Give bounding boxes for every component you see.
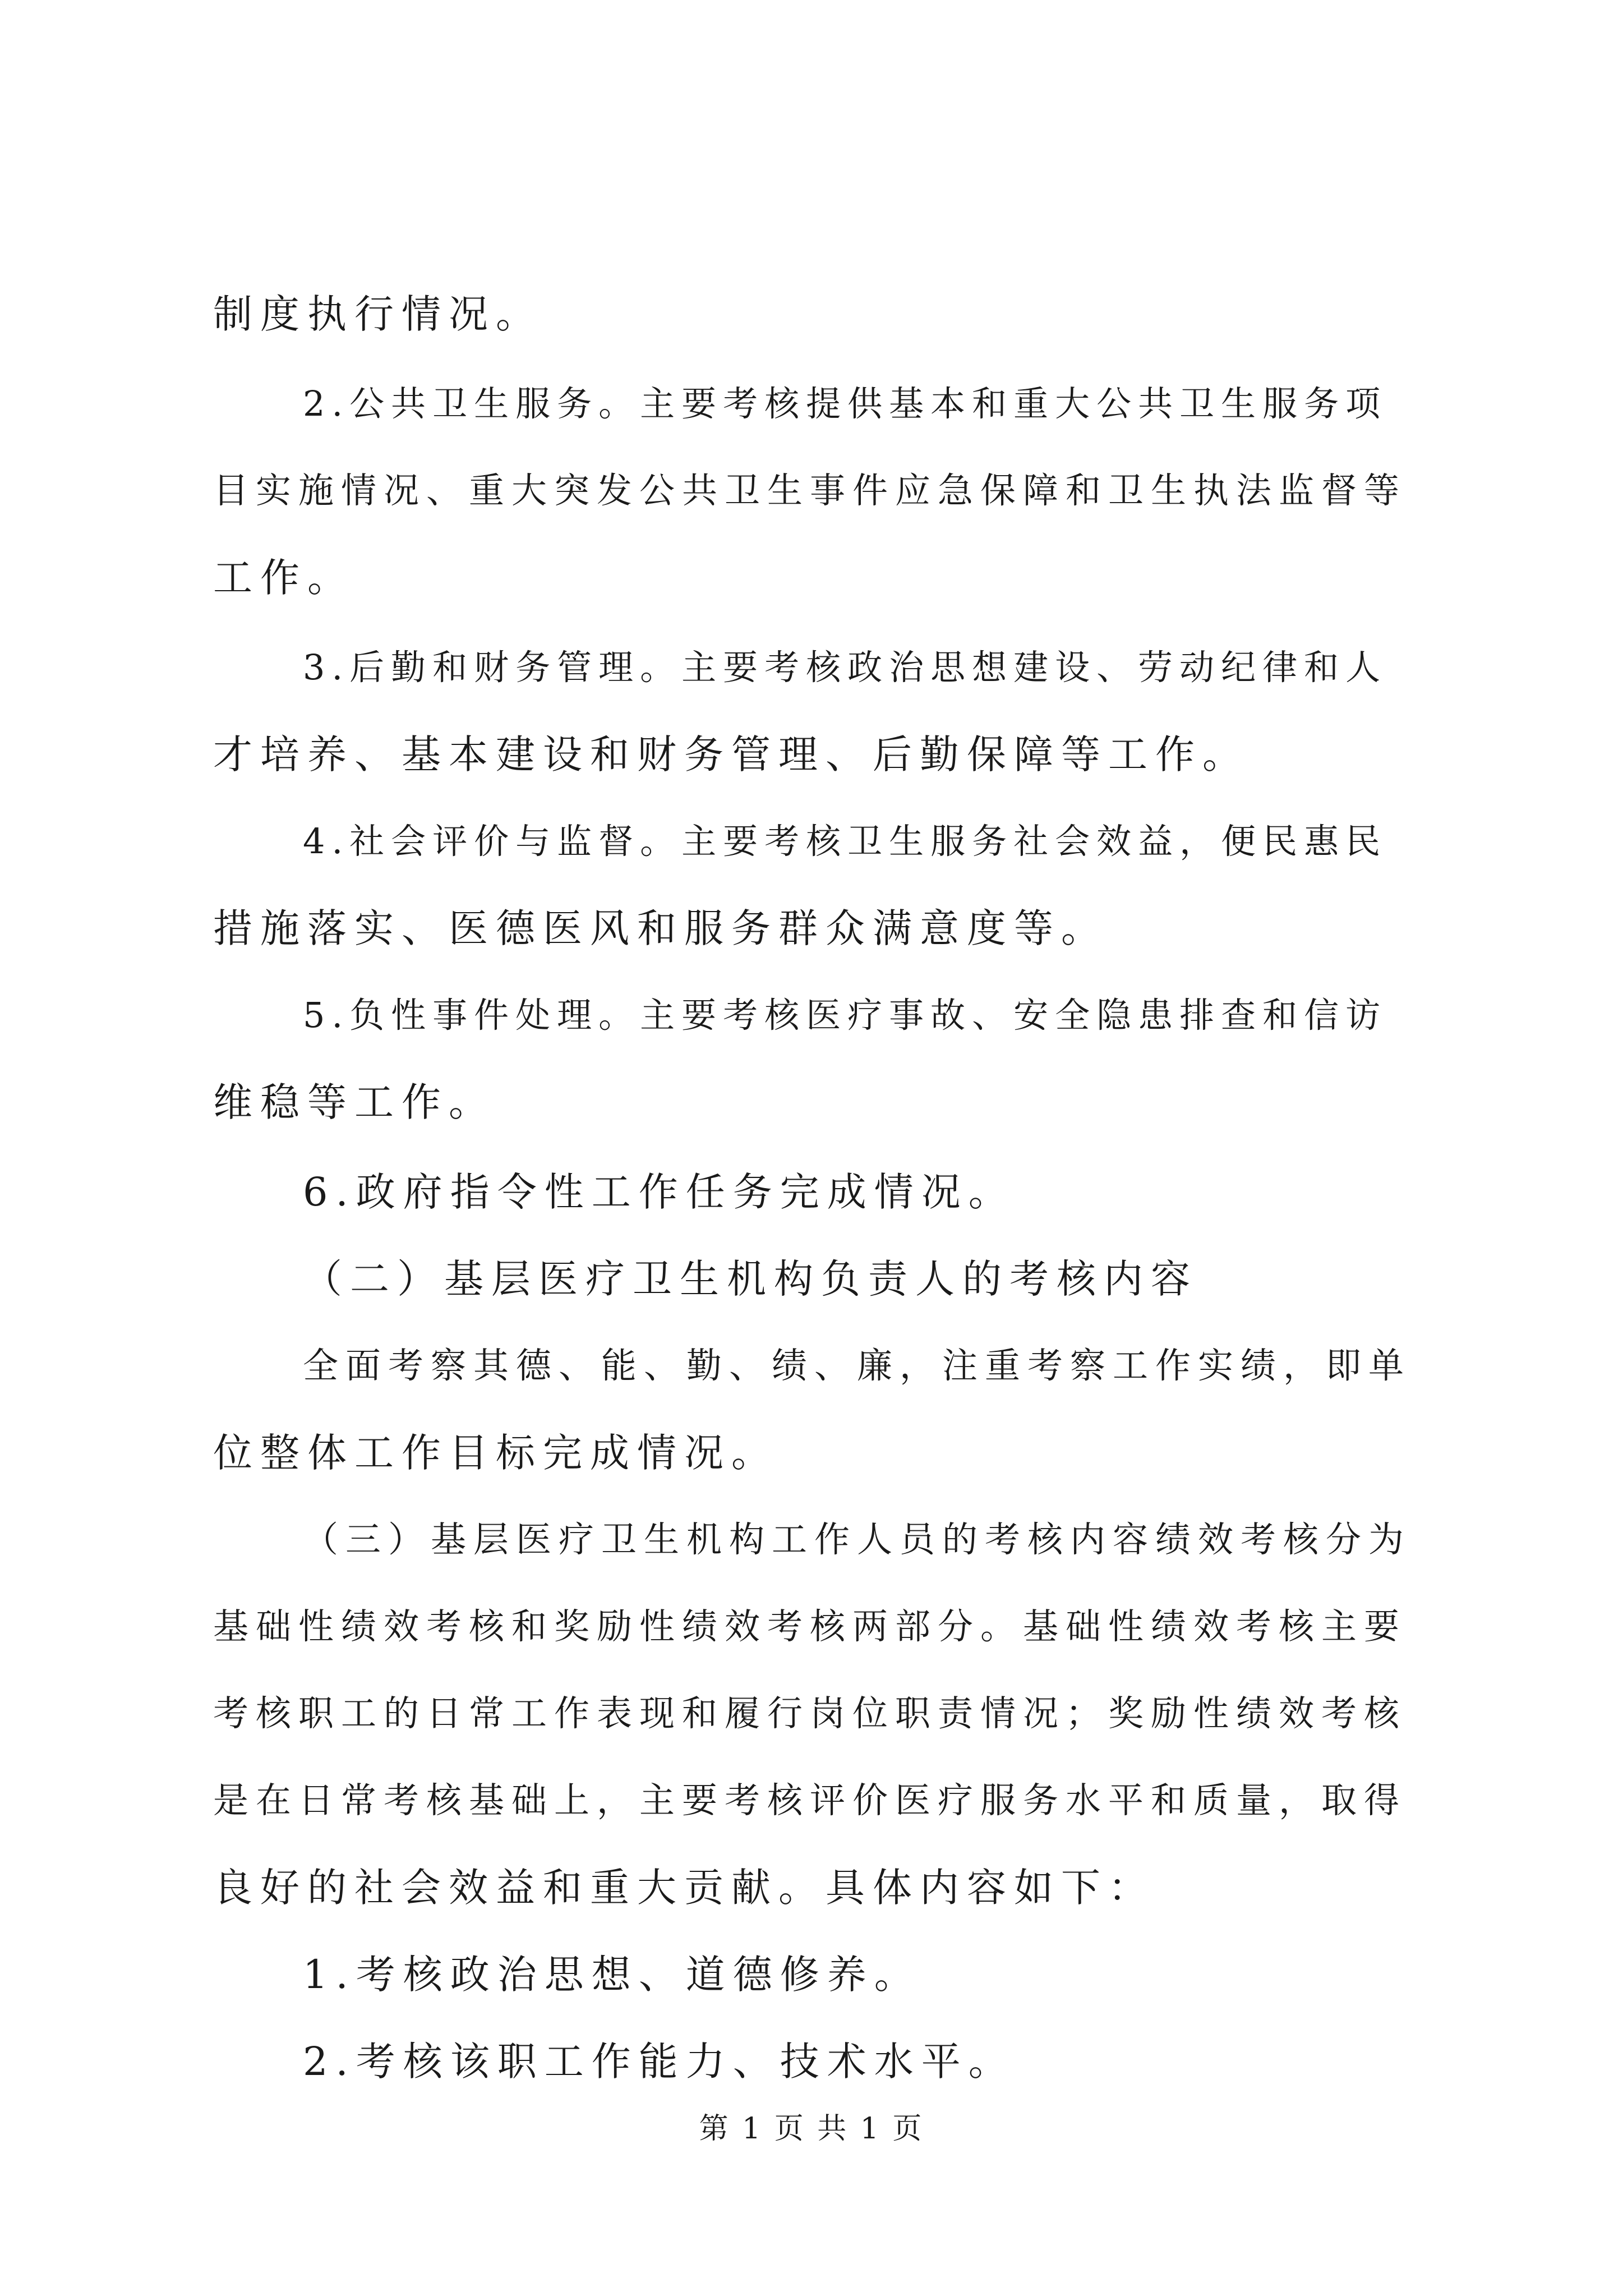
paragraph-line: 良好的社会效益和重大贡献。具体内容如下： <box>213 1865 1155 1911</box>
list-item: 1.考核政治思想、道德修养。 <box>303 1952 921 1998</box>
section-heading: （三）基层医疗卫生机构工作人员的考核内容绩效考核分为 <box>303 1519 1411 1560</box>
paragraph-line: 制度执行情况。 <box>213 291 543 337</box>
paragraph-line: 才培养、基本建设和财务管理、后勤保障等工作。 <box>213 731 1249 777</box>
paragraph-line: 考核职工的日常工作表现和履行岗位职责情况；奖励性绩效考核 <box>213 1693 1407 1734</box>
paragraph-line: 6.政府指令性工作任务完成情况。 <box>303 1169 1016 1215</box>
paragraph-line: 5.负性事件处理。主要考核医疗事故、安全隐患排查和信访 <box>303 995 1387 1036</box>
paragraph-line: 全面考察其德、能、勤、绩、廉，注重考察工作实绩，即单 <box>303 1345 1411 1386</box>
paragraph-line: 维稳等工作。 <box>213 1079 496 1125</box>
page-number-footer: 第 1 页 共 1 页 <box>699 2112 924 2146</box>
paragraph-line: 工作。 <box>213 555 354 601</box>
paragraph-line: 目实施情况、重大突发公共卫生事件应急保障和卫生执法监督等 <box>213 470 1407 511</box>
paragraph-line: 位整体工作目标完成情况。 <box>213 1430 778 1476</box>
paragraph-line: 3.后勤和财务管理。主要考核政治思想建设、劳动纪律和人 <box>303 647 1387 688</box>
paragraph-line: 2.公共卫生服务。主要考核提供基本和重大公共卫生服务项 <box>303 383 1387 424</box>
paragraph-line: 是在日常考核基础上，主要考核评价医疗服务水平和质量，取得 <box>213 1780 1407 1821</box>
paragraph-line: 措施落实、医德医风和服务群众满意度等。 <box>213 905 1108 951</box>
paragraph-line: 4.社会评价与监督。主要考核卫生服务社会效益，便民惠民 <box>303 821 1387 862</box>
list-item: 2.考核该职工作能力、技术水平。 <box>303 2039 1016 2085</box>
section-heading: （二）基层医疗卫生机构负责人的考核内容 <box>303 1256 1198 1302</box>
paragraph-line: 基础性绩效考核和奖励性绩效考核两部分。基础性绩效考核主要 <box>213 1606 1407 1647</box>
